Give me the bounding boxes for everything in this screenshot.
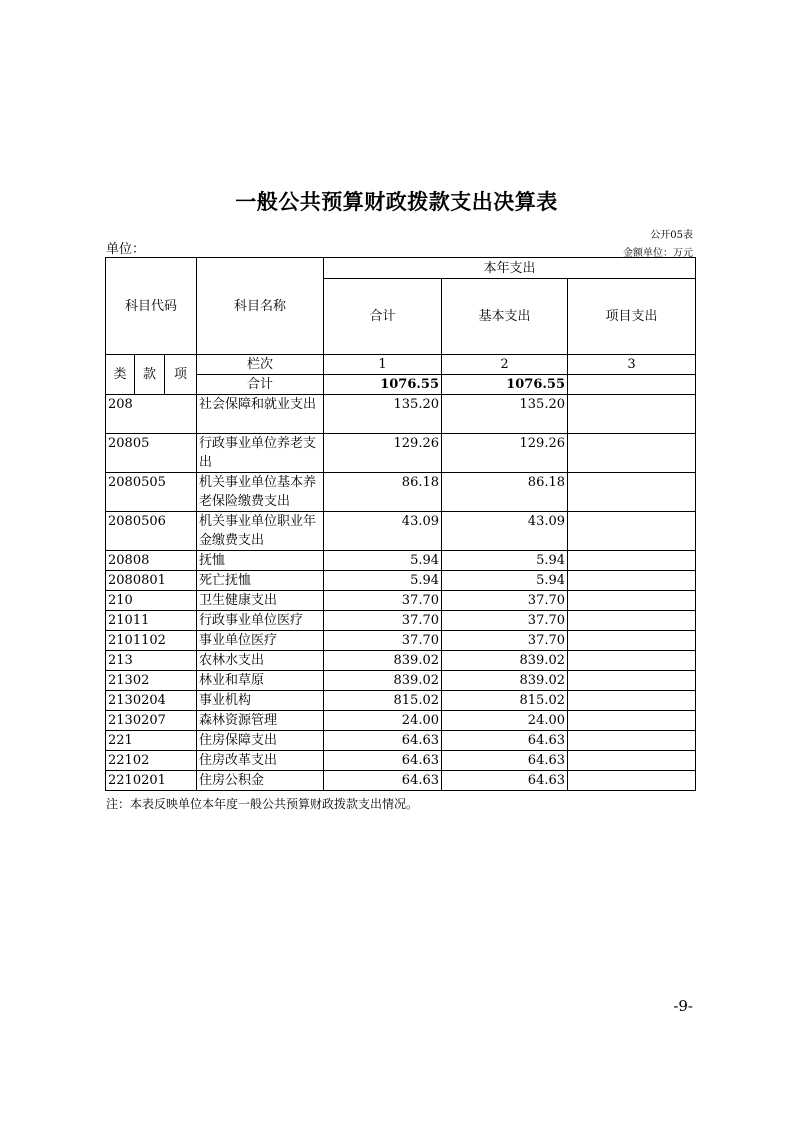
row-code: 213 xyxy=(106,651,197,671)
row-name: 林业和草原 xyxy=(197,671,324,691)
row-basic: 37.70 xyxy=(442,611,568,631)
header-kuan: 款 xyxy=(135,355,165,395)
row-code: 20805 xyxy=(106,434,197,473)
table-row xyxy=(106,611,696,631)
row-project xyxy=(568,651,696,671)
page-number: -9- xyxy=(673,997,693,1015)
row-project xyxy=(568,771,696,791)
row-project xyxy=(568,551,696,571)
table-row xyxy=(106,651,696,671)
row-code: 2080505 xyxy=(106,473,197,512)
total-row-basic: 1076.55 xyxy=(442,375,568,395)
amount-unit-label: 金额单位：万元 xyxy=(623,248,693,259)
row-project xyxy=(568,512,696,551)
row-basic: 64.63 xyxy=(442,731,568,751)
row-name: 事业机构 xyxy=(197,691,324,711)
total-row-total: 1076.55 xyxy=(324,375,442,395)
row-code: 21011 xyxy=(106,611,197,631)
row-name: 机关事业单位基本养老保险缴费支出 xyxy=(197,473,324,512)
table-row xyxy=(106,711,696,731)
row-basic: 135.20 xyxy=(442,395,568,434)
table-row xyxy=(106,751,696,771)
row-code: 2130207 xyxy=(106,711,197,731)
row-basic: 37.70 xyxy=(442,631,568,651)
row-total: 129.26 xyxy=(324,434,442,473)
row-project xyxy=(568,611,696,631)
header-total: 合计 xyxy=(324,279,442,355)
row-project xyxy=(568,473,696,512)
row-name: 事业单位医疗 xyxy=(197,631,324,651)
header-basic: 基本支出 xyxy=(442,279,568,355)
row-total: 37.70 xyxy=(324,611,442,631)
column-number-row xyxy=(106,355,696,375)
table-row xyxy=(106,395,696,434)
row-project xyxy=(568,691,696,711)
row-code: 2080801 xyxy=(106,571,197,591)
row-name: 住房公积金 xyxy=(197,771,324,791)
page-title: 一般公共预算财政拨款支出决算表 xyxy=(235,190,558,214)
table-row xyxy=(106,631,696,651)
column-number-3: 3 xyxy=(568,355,696,375)
table-row xyxy=(106,473,696,512)
table-row xyxy=(106,591,696,611)
row-code: 20808 xyxy=(106,551,197,571)
row-project xyxy=(568,631,696,651)
row-total: 64.63 xyxy=(324,751,442,771)
row-basic: 129.26 xyxy=(442,434,568,473)
row-name: 死亡抚恤 xyxy=(197,571,324,591)
row-total: 815.02 xyxy=(324,691,442,711)
table-row xyxy=(106,512,696,551)
header-name: 科目名称 xyxy=(197,258,324,355)
row-basic: 86.18 xyxy=(442,473,568,512)
row-total: 37.70 xyxy=(324,591,442,611)
table-row xyxy=(106,731,696,751)
row-name: 行政事业单位养老支出 xyxy=(197,434,324,473)
table-row xyxy=(106,551,696,571)
row-project xyxy=(568,434,696,473)
row-project xyxy=(568,711,696,731)
row-total: 64.63 xyxy=(324,771,442,791)
row-total: 43.09 xyxy=(324,512,442,551)
row-basic: 839.02 xyxy=(442,651,568,671)
row-name: 卫生健康支出 xyxy=(197,591,324,611)
row-code: 210 xyxy=(106,591,197,611)
row-name: 机关事业单位职业年金缴费支出 xyxy=(197,512,324,551)
row-basic: 839.02 xyxy=(442,671,568,691)
row-name: 住房保障支出 xyxy=(197,731,324,751)
row-total: 5.94 xyxy=(324,571,442,591)
row-project xyxy=(568,751,696,771)
row-basic: 37.70 xyxy=(442,591,568,611)
row-code: 21302 xyxy=(106,671,197,691)
row-project xyxy=(568,571,696,591)
row-basic: 43.09 xyxy=(442,512,568,551)
row-name: 社会保障和就业支出 xyxy=(197,395,324,434)
row-project xyxy=(568,671,696,691)
row-code: 2080506 xyxy=(106,512,197,551)
row-total: 86.18 xyxy=(324,473,442,512)
column-number-2: 2 xyxy=(442,355,568,375)
total-row-label: 合计 xyxy=(197,375,324,395)
row-basic: 5.94 xyxy=(442,551,568,571)
column-number-label: 栏次 xyxy=(197,355,324,375)
row-total: 5.94 xyxy=(324,551,442,571)
row-total: 24.00 xyxy=(324,711,442,731)
form-number: 公开05表 xyxy=(650,230,693,241)
table-row xyxy=(106,691,696,711)
table-row xyxy=(106,434,696,473)
row-basic: 5.94 xyxy=(442,571,568,591)
header-project: 项目支出 xyxy=(568,279,696,355)
header-row-1 xyxy=(106,258,696,279)
row-total: 839.02 xyxy=(324,651,442,671)
row-name: 森林资源管理 xyxy=(197,711,324,731)
row-code: 208 xyxy=(106,395,197,434)
total-row-project xyxy=(568,375,696,395)
table-row xyxy=(106,571,696,591)
row-code: 2130204 xyxy=(106,691,197,711)
row-code: 2210201 xyxy=(106,771,197,791)
row-total: 135.20 xyxy=(324,395,442,434)
header-xiang: 项 xyxy=(165,355,197,395)
row-total: 64.63 xyxy=(324,731,442,751)
table-row xyxy=(106,771,696,791)
expenditure-table xyxy=(105,257,696,791)
header-current-year: 本年支出 xyxy=(324,258,696,279)
table-row xyxy=(106,671,696,691)
row-name: 住房改革支出 xyxy=(197,751,324,771)
row-basic: 64.63 xyxy=(442,771,568,791)
row-basic: 24.00 xyxy=(442,711,568,731)
row-project xyxy=(568,395,696,434)
row-code: 22102 xyxy=(106,751,197,771)
row-basic: 815.02 xyxy=(442,691,568,711)
row-project xyxy=(568,591,696,611)
column-number-1: 1 xyxy=(324,355,442,375)
header-lei: 类 xyxy=(106,355,135,395)
row-code: 221 xyxy=(106,731,197,751)
row-name: 抚恤 xyxy=(197,551,324,571)
row-total: 839.02 xyxy=(324,671,442,691)
row-project xyxy=(568,731,696,751)
row-name: 行政事业单位医疗 xyxy=(197,611,324,631)
row-code: 2101102 xyxy=(106,631,197,651)
row-total: 37.70 xyxy=(324,631,442,651)
table-note: 注：本表反映单位本年度一般公共预算财政拨款支出情况。 xyxy=(106,797,419,811)
row-basic: 64.63 xyxy=(442,751,568,771)
row-name: 农林水支出 xyxy=(197,651,324,671)
unit-label: 单位： xyxy=(106,242,146,257)
header-code: 科目代码 xyxy=(106,258,197,355)
